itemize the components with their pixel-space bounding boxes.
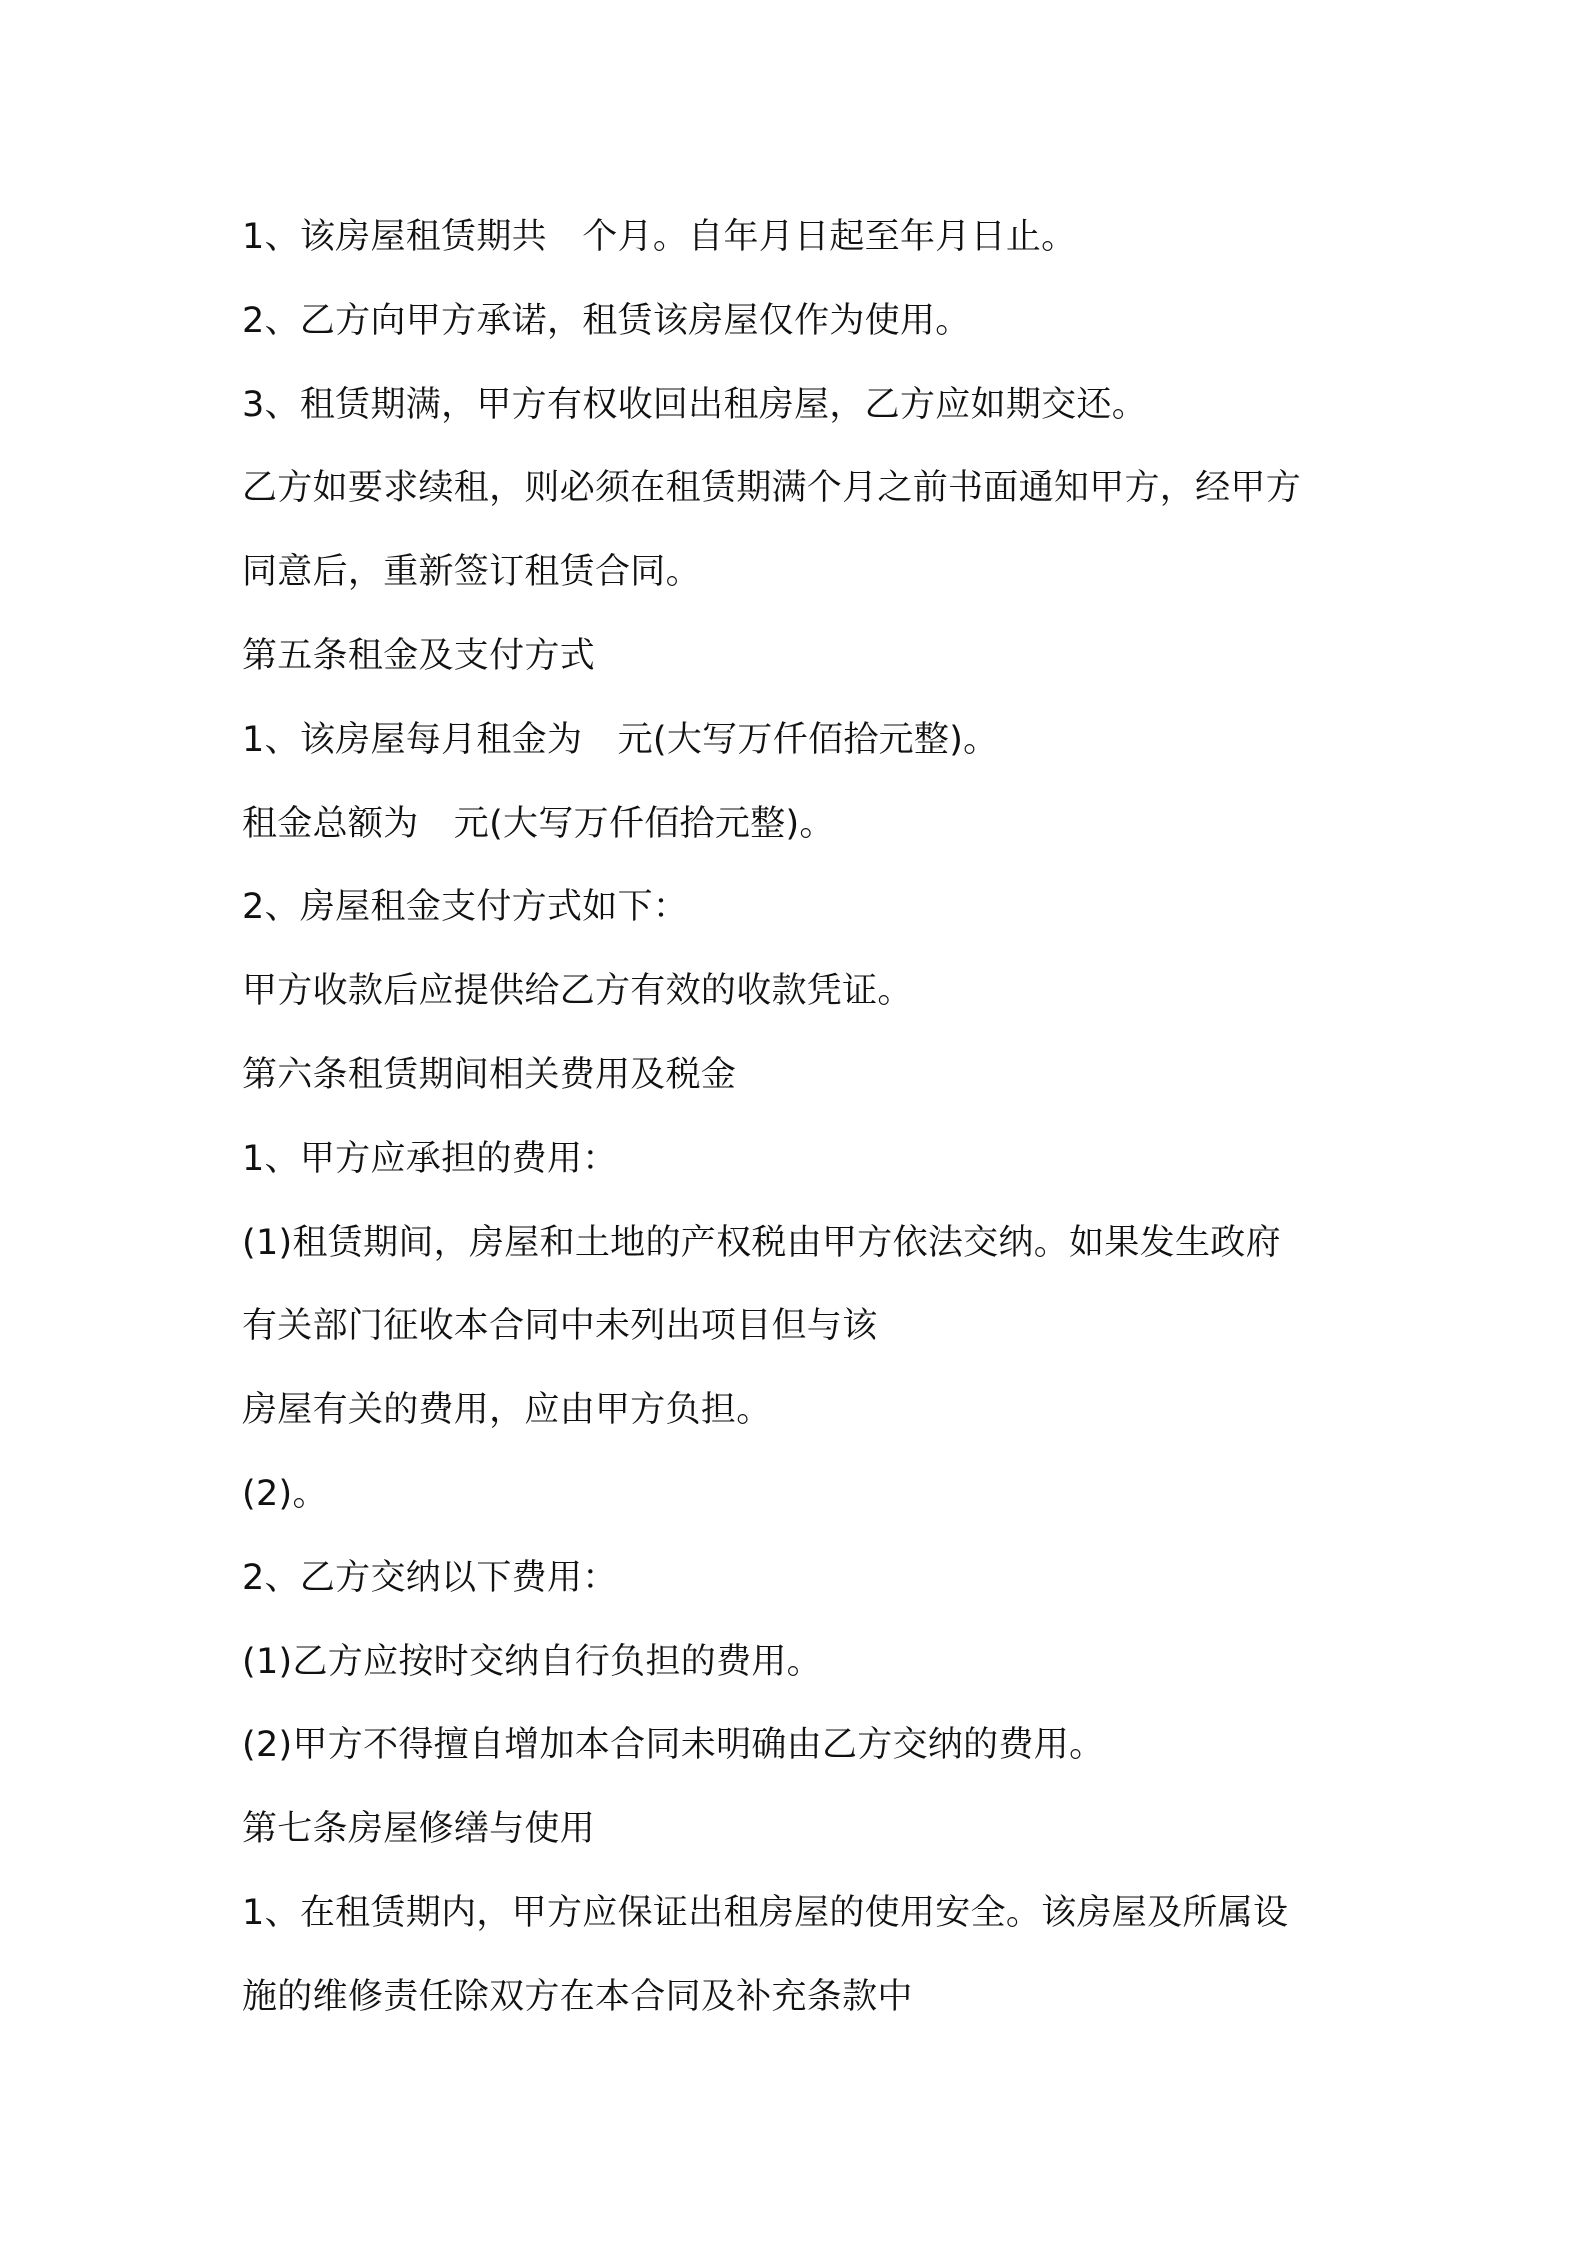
clause-line: (1)租赁期间，房屋和土地的产权税由甲方依法交纳。如果发生政府	[242, 1222, 1281, 1263]
section-heading: 第六条租赁期间相关费用及税金	[242, 1054, 737, 1095]
clause-line: 房屋有关的费用，应由甲方负担。	[242, 1390, 772, 1431]
clause-line: 1、在租赁期内，甲方应保证出租房屋的使用安全。该房屋及所属设	[242, 1892, 1289, 1933]
clause-line: 乙方如要求续租，则必须在租赁期满个月之前书面通知甲方，经甲方	[242, 468, 1302, 509]
clause-line: 同意后，重新签订租赁合同。	[242, 552, 701, 593]
section-heading: 第七条房屋修缮与使用	[242, 1809, 596, 1850]
clause-line: 3、租赁期满，甲方有权收回出租房屋，乙方应如期交还。	[242, 384, 1148, 425]
clause-line: 1、该房屋租赁期共 个月。自年月日起至年月日止。	[242, 217, 1077, 257]
clause-line: (2)。	[242, 1473, 328, 1514]
clause-line: 租金总额为 元(大写万仟佰拾元整)。	[242, 803, 835, 844]
clause-line: (1)乙方应按时交纳自行负担的费用。	[242, 1641, 822, 1682]
clause-line: 施的维修责任除双方在本合同及补充条款中	[242, 1976, 913, 2017]
clause-line: (2)甲方不得擅自增加本合同未明确由乙方交纳的费用。	[242, 1725, 1105, 1766]
clause-line: 2、房屋租金支付方式如下：	[242, 887, 689, 928]
clause-line: 1、该房屋每月租金为 元(大写万仟佰拾元整)。	[242, 719, 999, 760]
clause-line: 有关部门征收本合同中未列出项目但与该	[242, 1306, 878, 1347]
clause-line: 1、甲方应承担的费用：	[242, 1138, 618, 1179]
document-body	[242, 196, 1362, 2040]
clause-line: 甲方收款后应提供给乙方有效的收款凭证。	[242, 971, 913, 1012]
clause-line: 2、乙方向甲方承诺，租赁该房屋仅作为使用。	[242, 300, 971, 341]
clause-line: 2、乙方交纳以下费用：	[242, 1557, 618, 1598]
section-heading: 第五条租金及支付方式	[242, 635, 596, 676]
